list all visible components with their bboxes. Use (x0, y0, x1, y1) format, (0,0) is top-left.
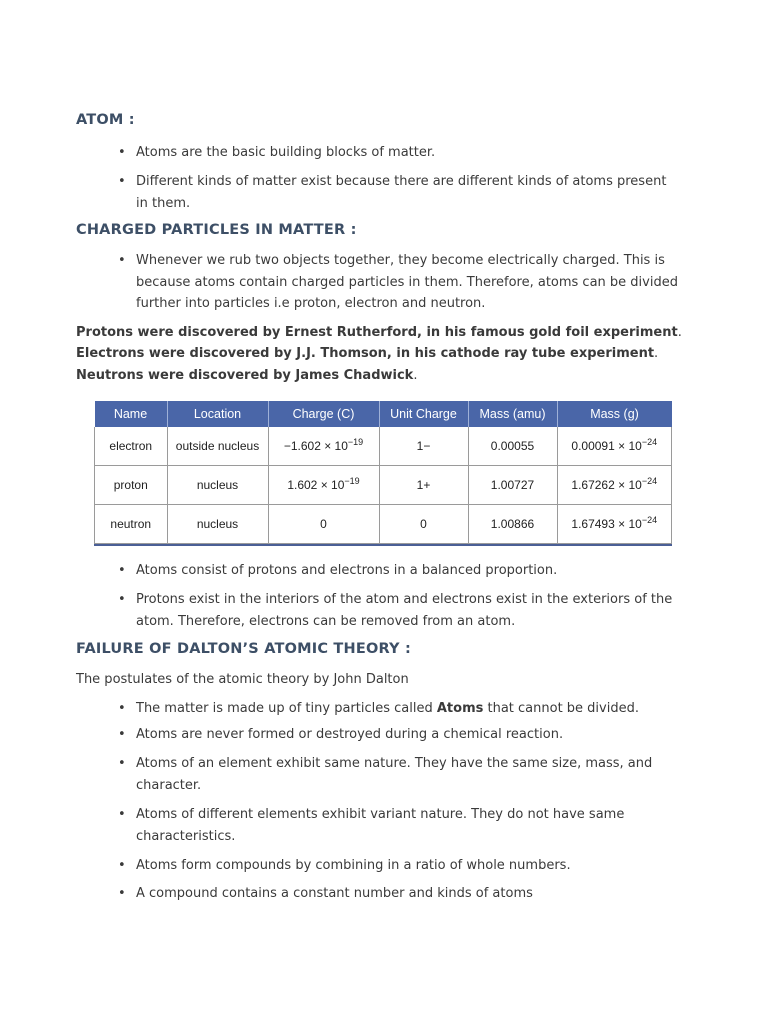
list-item (118, 589, 698, 632)
list-item-text: Atoms are the basic building blocks of matter. (136, 145, 436, 160)
list-item (118, 724, 698, 746)
column-header: Mass (amu) (468, 401, 557, 427)
cell-mass-g: $1.67493 \times 10^{-24}$ (557, 505, 672, 544)
bullet-icon: • (118, 253, 126, 268)
table-row (95, 505, 672, 544)
bullet-icon: • (118, 858, 126, 873)
cell-mass-amu: 0.00055 (468, 427, 557, 466)
list-item-text-cont: further into particles i.e proton, electron and neutron. (136, 296, 486, 311)
cell-mass-amu: 1.00727 (468, 466, 557, 505)
list-item-text-cont: in them. (136, 195, 191, 211)
cell-charge: $1.602 \times 10^{-19}$ (268, 466, 379, 505)
bullet-icon: • (118, 886, 126, 901)
heading-charged-particles: CHARGED PARTICLES IN MATTER : (76, 222, 357, 238)
list-item-text: Atoms of an element exhibit same nature. They have the same size, mass, and (136, 756, 653, 771)
dalton-intro: The postulates of the atomic theory by John Dalton (76, 672, 409, 687)
bullet-icon: • (118, 807, 126, 822)
discovery-protons: Protons were discovered by Ernest Rutherford, in his famous gold foil experiment. (76, 325, 682, 340)
list-item-text-cont: character. (136, 777, 202, 793)
list-item-text: Whenever we rub two objects together, they become electrically charged. This is (136, 253, 665, 268)
list-item (118, 250, 698, 315)
bullet-icon: • (118, 174, 126, 189)
cell-unit-charge: 1+ (379, 466, 468, 505)
discovery-neutrons: Neutrons were discovered by James Chadwick. (76, 368, 418, 383)
table-header-row (95, 401, 672, 427)
cell-unit-charge: 1− (379, 427, 468, 466)
discovery-electrons: Electrons were discovered by J.J. Thomson, in his cathode ray tube experiment. (76, 346, 659, 361)
column-header: Name (95, 401, 168, 427)
list-item (118, 855, 698, 877)
cell-name: electron (95, 427, 168, 466)
table-row (95, 466, 672, 505)
list-item-text: Atoms form compounds by combining in a ratio of whole numbers. (136, 858, 571, 873)
column-header: Charge (C) (268, 401, 379, 427)
list-item-text: The matter is made up of tiny particles called Atoms that cannot be divided. (136, 701, 639, 716)
list-item (118, 753, 698, 796)
cell-charge: 0 (268, 505, 379, 544)
cell-mass-g: $0.00091 \times 10^{-24}$ (557, 427, 672, 466)
cell-location: outside nucleus (167, 427, 268, 466)
column-header: Mass (g) (557, 401, 672, 427)
bullet-icon: • (118, 592, 126, 607)
list-item-text: Protons exist in the interiors of the atom and electrons exist in the exteriors of the (136, 592, 673, 607)
list-item-text: Different kinds of matter exist because there are different kinds of atoms present (136, 174, 667, 189)
cell-mass-amu: 1.00866 (468, 505, 557, 544)
list-item (118, 171, 698, 214)
list-item-text-cont: atom. Therefore, electrons can be removed from an atom. (136, 613, 516, 629)
cell-mass-g: $1.67262 \times 10^{-24}$ (557, 466, 672, 505)
cell-location: nucleus (167, 466, 268, 505)
cell-name: neutron (95, 505, 168, 544)
list-item-text: Atoms of different elements exhibit variant nature. They do not have same (136, 807, 625, 822)
bullet-icon: • (118, 563, 126, 578)
cell-location: nucleus (167, 505, 268, 544)
heading-dalton: FAILURE OF DALTON’S ATOMIC THEORY : (76, 641, 412, 657)
list-item (118, 883, 698, 905)
list-item (118, 698, 698, 720)
bullet-icon: • (118, 145, 126, 160)
list-item-text: Atoms are never formed or destroyed during a chemical reaction. (136, 727, 564, 742)
table-row (95, 427, 672, 466)
bullet-icon: • (118, 701, 126, 716)
list-item-text: A compound contains a constant number and kinds of atoms (136, 886, 533, 901)
bullet-icon: • (118, 756, 126, 771)
bullet-icon: • (118, 727, 126, 742)
heading-atom: ATOM : (76, 112, 135, 128)
list-item-text-cont: because atoms contain charged particles in them. Therefore, atoms can be divided (136, 274, 678, 290)
column-header: Unit Charge (379, 401, 468, 427)
column-header: Location (167, 401, 268, 427)
list-item (118, 804, 698, 847)
list-item (118, 560, 698, 582)
list-item-text-cont: characteristics. (136, 828, 236, 844)
cell-unit-charge: 0 (379, 505, 468, 544)
particle-table (94, 401, 672, 544)
list-item-text: Atoms consist of protons and electrons in a balanced proportion. (136, 563, 558, 578)
cell-name: proton (95, 466, 168, 505)
cell-charge: $-1.602 \times 10^{-19}$ (268, 427, 379, 466)
list-item (118, 142, 698, 164)
